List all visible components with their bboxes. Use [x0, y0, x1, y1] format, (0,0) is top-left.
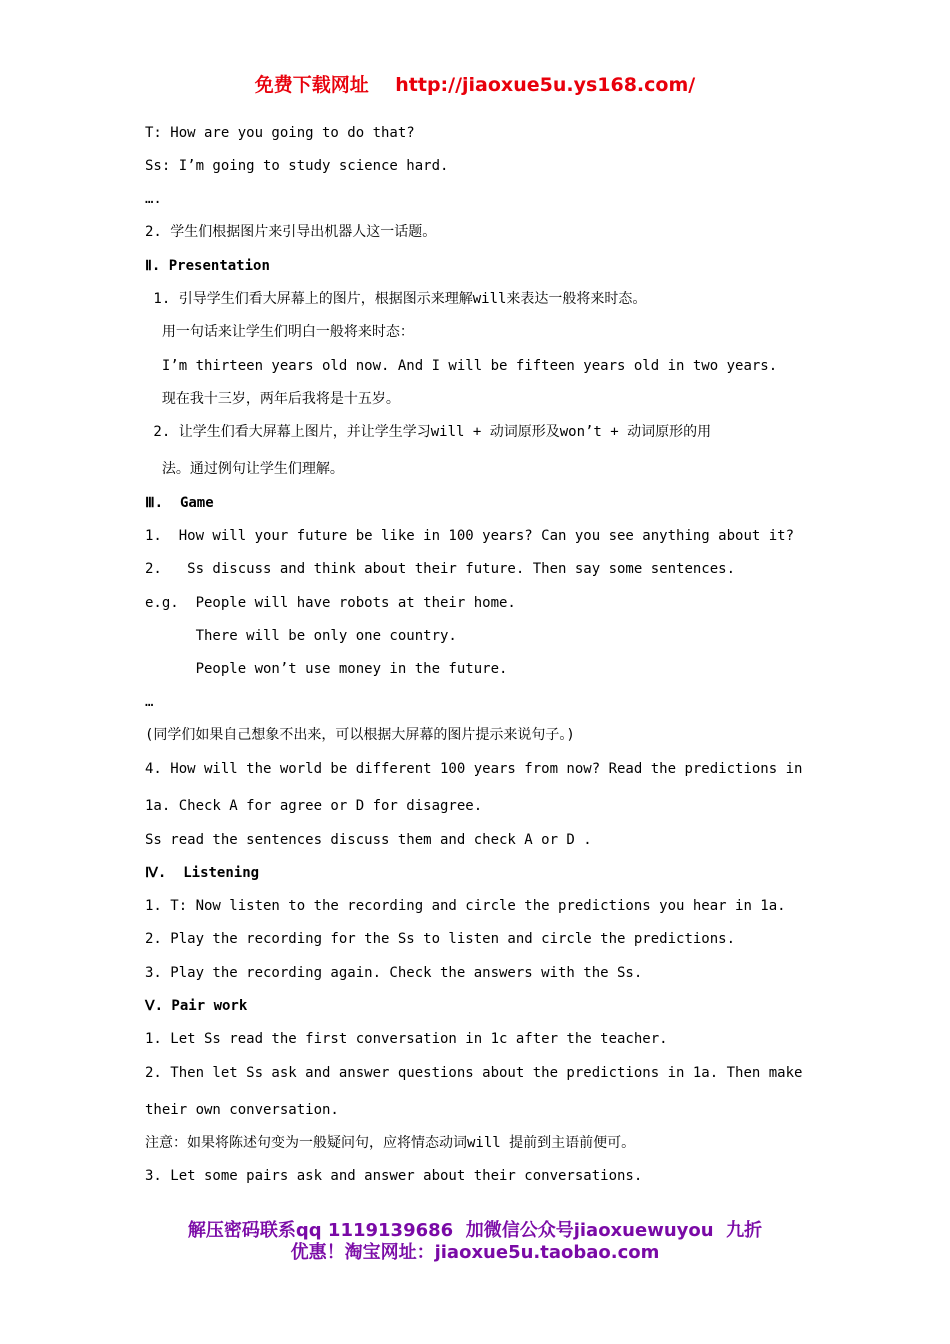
text-line: 现在我十三岁，两年后我将是十五岁。: [145, 391, 400, 407]
text-line: (同学们如果自己想象不出来，可以根据大屏幕的图片提示来说句子。): [145, 727, 575, 743]
footer-line-1: 解压密码联系qq 1119139686 加微信公众号jiaoxuewuyou 九折: [187, 1220, 763, 1241]
text-line: 用一句话来让学生们明白一般将来时态：: [145, 324, 414, 340]
text-line: 2. 让学生们看大屏幕上图片，并让学生学习will + 动词原形及won’t + 动词原形的用: [145, 424, 712, 440]
text-line: Ss: I’m going to study science hard.: [145, 158, 449, 174]
section-heading-presentation: Ⅱ. Presentation: [145, 258, 270, 274]
page-header: [0, 70, 950, 97]
text-line: 2. Ss discuss and think about their future. Then say some sentences.: [145, 561, 736, 577]
header-label: 免费下载网址: [254, 74, 369, 96]
text-line: Ss read the sentences discuss them and check A or D .: [145, 832, 592, 848]
text-line: 1. T: Now listen to the recording and circle the predictions you hear in 1a.: [145, 898, 786, 914]
text-line: …: [145, 694, 154, 710]
section-heading-listening: Ⅳ. Listening: [145, 865, 260, 881]
text-line: 1. 引导学生们看大屏幕上的图片，根据图示来理解will来表达一般将来时态。: [145, 291, 647, 307]
footer-line-2: 优惠！淘宝网址：jiaoxue5u.taobao.com: [290, 1242, 660, 1263]
text-line: 2. Then let Ss ask and answer questions about the predictions in 1a. Then make: [145, 1065, 803, 1081]
section-heading-game: Ⅲ. Game: [145, 495, 214, 511]
text-line: 1a. Check A for agree or D for disagree.: [145, 798, 483, 814]
text-line: ….: [145, 191, 162, 207]
text-line: There will be only one country.: [145, 628, 457, 644]
text-line: 法。通过例句让学生们理解。: [145, 461, 344, 477]
text-line: e.g. People will have robots at their home.: [145, 595, 516, 611]
header-url[interactable]: http://jiaoxue5u.ys168.com/: [395, 74, 696, 96]
text-line: their own conversation.: [145, 1102, 339, 1118]
section-heading-pair-work: Ⅴ. Pair work: [145, 998, 248, 1014]
text-line: T: How are you going to do that?: [145, 125, 415, 141]
text-line: 2. Play the recording for the Ss to listen and circle the predictions.: [145, 931, 736, 947]
text-line: 1. How will your future be like in 100 years? Can you see anything about it?: [145, 528, 795, 544]
text-line: 2. 学生们根据图片来引导出机器人这一话题。: [145, 224, 437, 240]
text-line: I’m thirteen years old now. And I will be fifteen years old in two years.: [145, 358, 778, 374]
text-line: People won’t use money in the future.: [145, 661, 508, 677]
text-line: 1. Let Ss read the first conversation in 1c after the teacher.: [145, 1031, 668, 1047]
text-line: 4. How will the world be different 100 years from now? Read the predictions in: [145, 761, 803, 777]
text-line: 注意：如果将陈述句变为一般疑问句，应将情态动词will 提前到主语前便可。: [145, 1135, 636, 1151]
text-line: 3. Let some pairs ask and answer about their conversations.: [145, 1168, 643, 1184]
text-line: 3. Play the recording again. Check the answers with the Ss.: [145, 965, 643, 981]
